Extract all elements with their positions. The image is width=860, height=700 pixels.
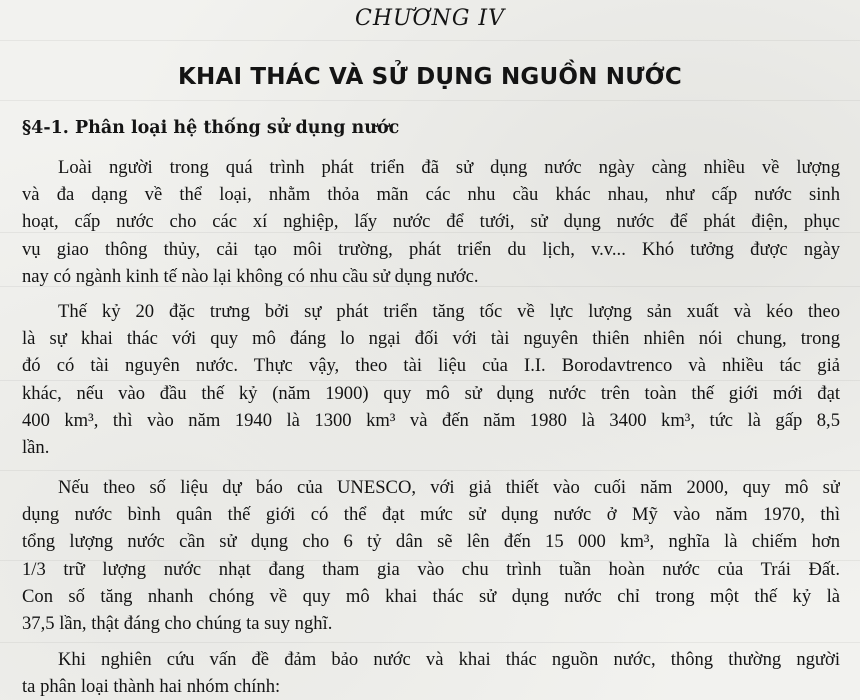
text-line: đó có tài nguyên nước. Thực vậy, theo tài liệu của I.I. Borodavtrenco và nhiều tác giả xyxy=(22,355,840,377)
text-line: 37,5 lần, thật đáng cho chúng ta suy nghĩ. xyxy=(22,613,333,635)
text-line: Nếu theo số liệu dự báo của UNESCO, với giả thiết vào cuối năm 2000, quy mô sử xyxy=(58,477,840,498)
text-line: vụ giao thông thủy, cải tạo môi trường, phát triển du lịch, v.v... Khó tưởng được ngày xyxy=(22,238,840,260)
section-heading: §4-1. Phân loại hệ thống sử dụng nước xyxy=(22,118,400,138)
text-line: Con số tăng nhanh chóng về quy mô khai thác sử dụng nước chỉ trong một thế kỷ là xyxy=(22,585,840,607)
text-line: Loài người trong quá trình phát triển đã sử dụng nước ngày càng nhiều về lượng xyxy=(58,157,840,178)
text-line: hoạt, cấp nước cho các xí nghiệp, lấy nước để tưới, sử dụng nước để phát điện, phục xyxy=(22,211,840,233)
paragraph-3 xyxy=(22,474,840,637)
bleed-line xyxy=(0,470,860,471)
text-line: 400 km³, thì vào năm 1940 là 1300 km³ và đến năm 1980 là 3400 km³, tức là gấp 8,5 xyxy=(22,409,840,431)
text-line: tổng lượng nước cần sử dụng cho 6 tỷ dân sẽ lên đến 15 000 km³, nghĩa là chiếm hơn xyxy=(22,531,840,553)
text-line: nay có ngành kinh tế nào lại không có nhu cầu sử dụng nước. xyxy=(22,265,479,287)
bleed-line xyxy=(0,100,860,101)
text-line: 1/3 trữ lượng nước nhạt đang tham gia vào chu trình tuần hoàn nước của Trái Đất. xyxy=(22,558,840,580)
text-line: dụng nước bình quân thế giới có thể đạt mức sử dụng nước ở Mỹ vào năm 1970, thì xyxy=(22,504,840,526)
chapter-heading: CHƯƠNG IV xyxy=(355,6,505,31)
bleed-line xyxy=(0,642,860,643)
text-line: Khi nghiên cứu vấn đề đảm bảo nước và khai thác nguồn nước, thông thường người xyxy=(58,649,840,670)
text-line: lần. xyxy=(22,437,50,459)
text-line: khác, nếu vào đầu thế kỷ (năm 1900) quy mô sử dụng nước trên toàn thế giới mới đạt xyxy=(22,382,840,404)
text-line: và đa dạng về thể loại, nhằm thỏa mãn các nhu cầu khác nhau, như cấp nước sinh xyxy=(22,184,840,206)
paragraph-4 xyxy=(22,646,840,700)
text-line: là sự khai thác với quy mô đáng lo ngại đối với tài nguyên thiên nhiên nói chung, trong xyxy=(22,328,840,350)
paragraph-1 xyxy=(22,154,840,290)
text-line: Thế kỷ 20 đặc trưng bởi sự phát triển tăng tốc về lực lượng sản xuất và kéo theo xyxy=(58,301,840,322)
text-line: ta phân loại thành hai nhóm chính: xyxy=(22,676,281,698)
paragraph-2 xyxy=(22,298,840,461)
chapter-title: KHAI THÁC VÀ SỬ DỤNG NGUỒN NƯỚC xyxy=(177,64,683,90)
bleed-line xyxy=(0,40,860,41)
